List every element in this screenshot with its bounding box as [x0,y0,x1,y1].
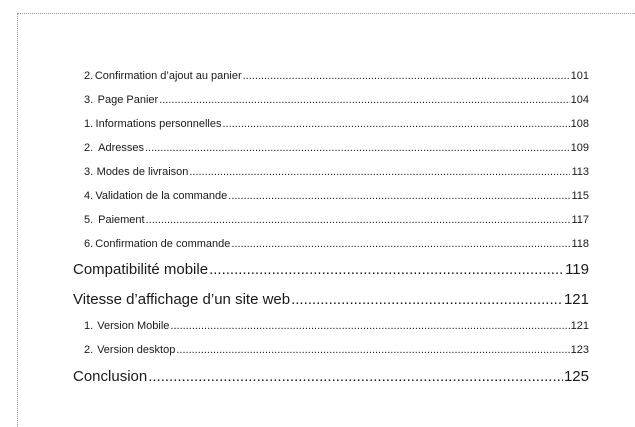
toc-entry-title: Adresses [98,142,144,154]
toc-entry-title: Vitesse d’affichage d’un site web [73,291,291,308]
toc-entry-title: Paiement [98,214,145,226]
toc-heading-entry[interactable] [73,261,589,278]
toc-entry[interactable] [84,238,589,250]
toc-leader-dots [189,166,570,178]
toc-entry[interactable] [84,166,589,178]
toc-entry-page: 125 [563,368,589,385]
toc-entry-number: 4. [84,190,94,202]
toc-entry-title: Compatibilité mobile [73,261,209,278]
toc-leader-dots [146,214,571,226]
toc-leader-dots [243,70,570,82]
toc-entry[interactable] [84,70,589,82]
toc-leader-dots [145,142,570,154]
toc-entry-page: 113 [571,166,589,178]
toc-entry[interactable] [84,94,589,106]
toc-entry-page: 109 [570,142,589,154]
toc-entry-title: Confirmation d’ajout au panier [94,70,242,82]
toc-entry-title: Confirmation de commande [95,238,231,250]
toc-entry-page: 115 [571,190,589,202]
toc-entry-page: 104 [570,94,589,106]
toc-entry-title: Informations personnelles [95,118,222,130]
toc-entry-page: 119 [565,261,589,278]
toc-entry-number: 1. [84,118,94,130]
toc-leader-dots [291,291,563,308]
toc-entry-title: Validation de la commande [95,190,228,202]
toc-entry-page: 101 [570,70,589,82]
toc-entry-title: Modes de livraison [96,166,189,178]
toc-entry-page: 121 [570,320,589,332]
toc-entry-page: 108 [570,118,589,130]
toc-heading-entry[interactable] [73,291,589,308]
toc-entry-page: 117 [571,214,589,226]
toc-entry-title: Conclusion [73,368,148,385]
toc-entry-title: Version Mobile [97,320,170,332]
toc-entry-title: Version desktop [97,344,176,356]
toc-entry-number: 3. [84,166,94,178]
toc-entry-number: 3. [84,94,94,106]
toc-entry[interactable] [84,142,589,154]
toc-leader-dots [209,261,564,278]
toc-leader-dots [170,320,569,332]
toc-entry[interactable] [84,190,589,202]
toc-leader-dots [223,118,570,130]
toc-entry-title: Page Panier [97,94,159,106]
toc-entry-number: 1. [84,320,94,332]
toc-leader-dots [176,344,569,356]
toc-leader-dots [148,368,563,385]
toc-entry[interactable] [84,118,589,130]
toc-entry[interactable] [84,320,589,332]
toc-entry-number: 5. [84,214,94,226]
toc-leader-dots [159,94,569,106]
toc-entry-page: 123 [570,344,589,356]
toc-leader-dots [231,238,570,250]
toc-entry-number: 6. [84,238,94,250]
toc-entry-page: 118 [571,238,589,250]
toc-leader-dots [228,190,570,202]
toc-entry[interactable] [84,214,589,226]
toc-entry[interactable] [84,344,589,356]
toc-entry-number: 2. [84,142,94,154]
toc-entry-number: 2. [84,70,94,82]
toc-entry-number: 2. [84,344,94,356]
toc-entry-page: 121 [563,291,589,308]
toc-heading-entry[interactable] [73,368,589,385]
